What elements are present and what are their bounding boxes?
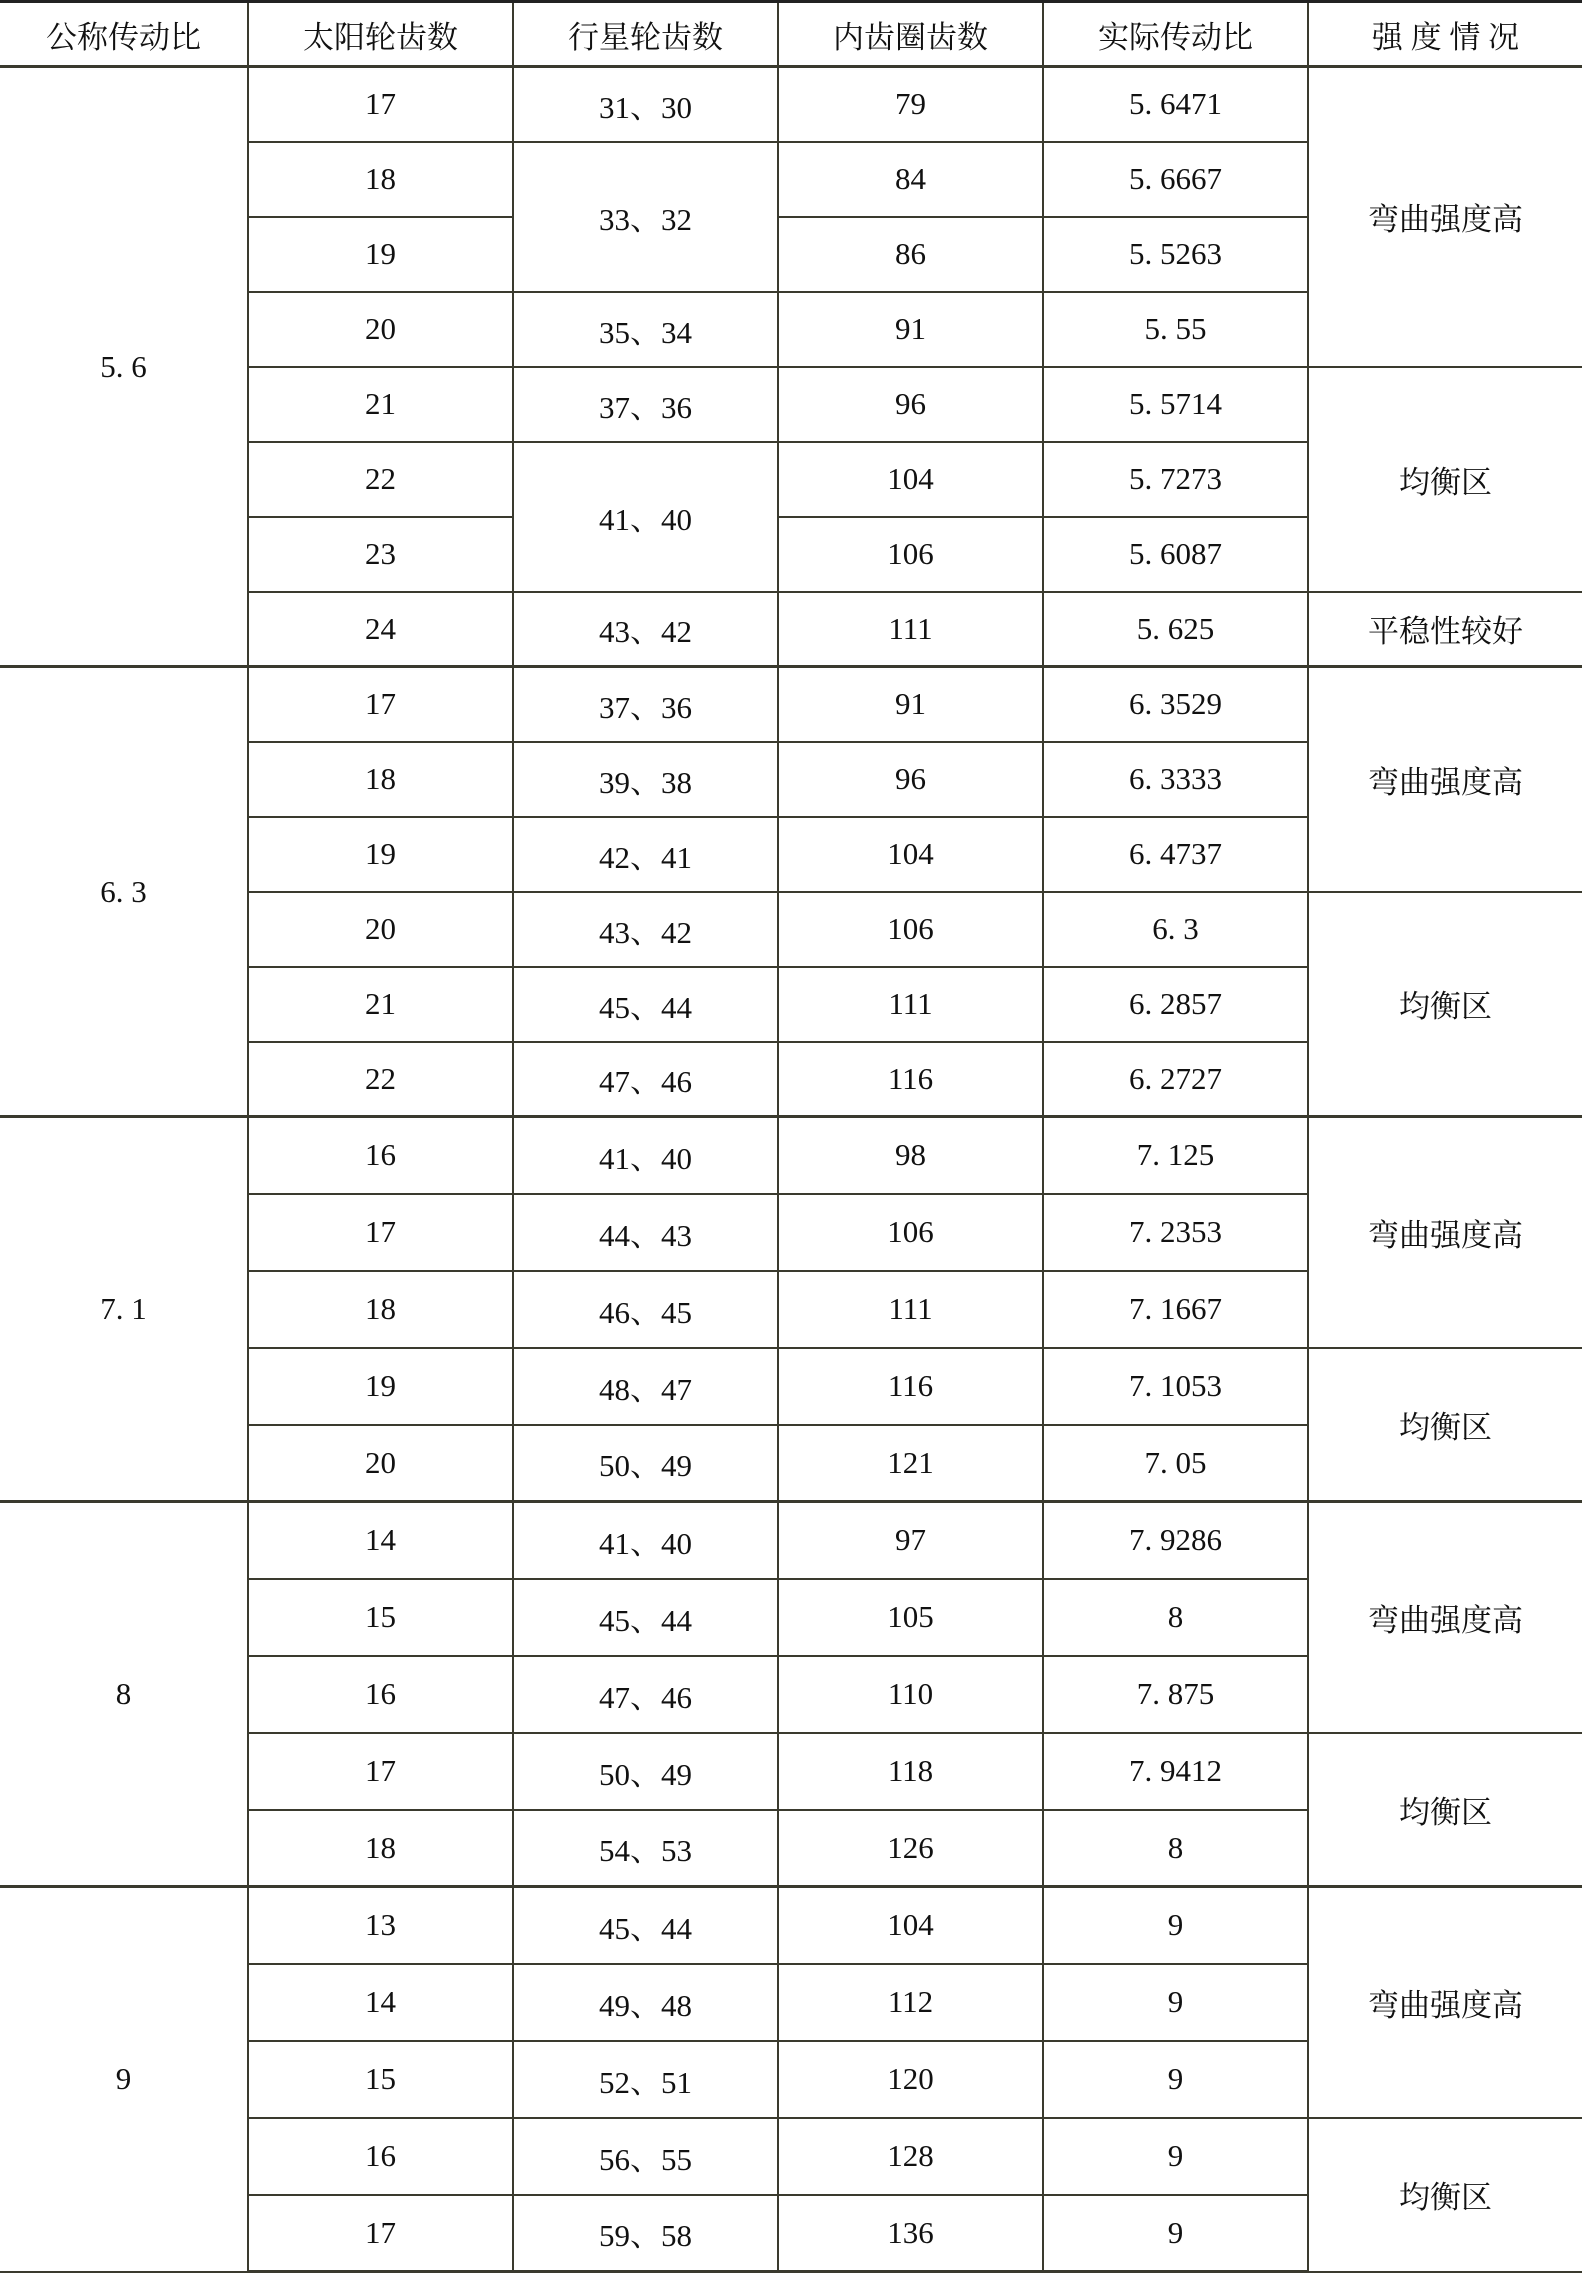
strength-cell: 均衡区 bbox=[1308, 892, 1582, 1117]
actual-ratio-cell: 6. 3 bbox=[1043, 892, 1308, 967]
strength-cell: 平稳性较好 bbox=[1308, 592, 1582, 667]
actual-ratio-cell: 9 bbox=[1043, 2041, 1308, 2118]
actual-ratio-cell: 7. 05 bbox=[1043, 1425, 1308, 1502]
planet-teeth-cell: 37、36 bbox=[513, 367, 778, 442]
actual-ratio-cell: 9 bbox=[1043, 1964, 1308, 2041]
ring-teeth-cell: 106 bbox=[778, 1194, 1043, 1271]
actual-ratio-cell: 9 bbox=[1043, 1887, 1308, 1964]
actual-ratio-cell: 7. 9286 bbox=[1043, 1502, 1308, 1579]
sun-teeth-cell: 22 bbox=[248, 442, 513, 517]
actual-ratio-cell: 6. 3529 bbox=[1043, 667, 1308, 742]
sun-teeth-cell: 17 bbox=[248, 1194, 513, 1271]
planet-teeth-cell: 45、44 bbox=[513, 1579, 778, 1656]
ring-teeth-cell: 104 bbox=[778, 442, 1043, 517]
ring-teeth-cell: 116 bbox=[778, 1348, 1043, 1425]
planet-teeth-cell: 33、32 bbox=[513, 142, 778, 292]
actual-ratio-cell: 7. 1053 bbox=[1043, 1348, 1308, 1425]
sun-teeth-cell: 16 bbox=[248, 1656, 513, 1733]
actual-ratio-cell: 5. 6667 bbox=[1043, 142, 1308, 217]
ring-teeth-cell: 116 bbox=[778, 1042, 1043, 1117]
ring-teeth-cell: 111 bbox=[778, 1271, 1043, 1348]
header-row bbox=[0, 2, 1582, 67]
planet-teeth-cell: 48、47 bbox=[513, 1348, 778, 1425]
actual-ratio-cell: 5. 5714 bbox=[1043, 367, 1308, 442]
strength-cell: 均衡区 bbox=[1308, 2118, 1582, 2272]
sun-teeth-cell: 15 bbox=[248, 2041, 513, 2118]
actual-ratio-cell: 7. 1667 bbox=[1043, 1271, 1308, 1348]
planet-teeth-cell: 43、42 bbox=[513, 892, 778, 967]
planet-teeth-cell: 39、38 bbox=[513, 742, 778, 817]
planet-teeth-cell: 41、40 bbox=[513, 1502, 778, 1579]
sun-teeth-cell: 19 bbox=[248, 817, 513, 892]
table-row bbox=[0, 67, 1582, 142]
strength-cell: 均衡区 bbox=[1308, 1733, 1582, 1887]
planet-teeth-cell: 31、30 bbox=[513, 67, 778, 142]
actual-ratio-cell: 9 bbox=[1043, 2195, 1308, 2272]
planet-teeth-cell: 43、42 bbox=[513, 592, 778, 667]
ring-teeth-cell: 121 bbox=[778, 1425, 1043, 1502]
sun-teeth-cell: 22 bbox=[248, 1042, 513, 1117]
table-row bbox=[0, 1117, 1582, 1194]
ring-teeth-cell: 106 bbox=[778, 892, 1043, 967]
planet-teeth-cell: 52、51 bbox=[513, 2041, 778, 2118]
table-row bbox=[0, 1887, 1582, 1964]
planet-teeth-cell: 42、41 bbox=[513, 817, 778, 892]
strength-cell: 弯曲强度高 bbox=[1308, 1502, 1582, 1733]
ring-teeth-cell: 79 bbox=[778, 67, 1043, 142]
ring-teeth-cell: 110 bbox=[778, 1656, 1043, 1733]
sun-teeth-cell: 17 bbox=[248, 667, 513, 742]
ring-teeth-cell: 98 bbox=[778, 1117, 1043, 1194]
actual-ratio-cell: 8 bbox=[1043, 1810, 1308, 1887]
ring-teeth-cell: 96 bbox=[778, 742, 1043, 817]
ring-teeth-cell: 104 bbox=[778, 817, 1043, 892]
sun-teeth-cell: 19 bbox=[248, 1348, 513, 1425]
ring-teeth-cell: 96 bbox=[778, 367, 1043, 442]
actual-ratio-cell: 6. 2727 bbox=[1043, 1042, 1308, 1117]
planet-teeth-cell: 56、55 bbox=[513, 2118, 778, 2195]
ring-teeth-cell: 97 bbox=[778, 1502, 1043, 1579]
actual-ratio-cell: 5. 5263 bbox=[1043, 217, 1308, 292]
sun-teeth-cell: 17 bbox=[248, 67, 513, 142]
actual-ratio-cell: 7. 125 bbox=[1043, 1117, 1308, 1194]
sun-teeth-cell: 17 bbox=[248, 1733, 513, 1810]
ring-teeth-cell: 112 bbox=[778, 1964, 1043, 2041]
actual-ratio-cell: 5. 7273 bbox=[1043, 442, 1308, 517]
sun-teeth-cell: 14 bbox=[248, 1964, 513, 2041]
actual-ratio-cell: 6. 3333 bbox=[1043, 742, 1308, 817]
planet-teeth-cell: 37、36 bbox=[513, 667, 778, 742]
sun-teeth-cell: 18 bbox=[248, 142, 513, 217]
actual-ratio-cell: 5. 6471 bbox=[1043, 67, 1308, 142]
nominal-ratio-cell: 8 bbox=[0, 1502, 248, 1887]
planet-teeth-cell: 54、53 bbox=[513, 1810, 778, 1887]
planet-teeth-cell: 50、49 bbox=[513, 1425, 778, 1502]
sun-teeth-cell: 21 bbox=[248, 367, 513, 442]
ring-teeth-cell: 120 bbox=[778, 2041, 1043, 2118]
sun-teeth-cell: 20 bbox=[248, 1425, 513, 1502]
strength-cell: 均衡区 bbox=[1308, 1348, 1582, 1502]
sun-teeth-cell: 15 bbox=[248, 1579, 513, 1656]
planet-teeth-cell: 47、46 bbox=[513, 1656, 778, 1733]
sun-teeth-cell: 21 bbox=[248, 967, 513, 1042]
ring-teeth-cell: 111 bbox=[778, 592, 1043, 667]
ring-teeth-cell: 126 bbox=[778, 1810, 1043, 1887]
nominal-ratio-cell: 6. 3 bbox=[0, 667, 248, 1117]
nominal-ratio-cell: 7. 1 bbox=[0, 1117, 248, 1502]
table-row bbox=[0, 667, 1582, 742]
ring-teeth-cell: 106 bbox=[778, 517, 1043, 592]
header-actual-ratio: 实际传动比 bbox=[1043, 2, 1308, 67]
actual-ratio-cell: 7. 875 bbox=[1043, 1656, 1308, 1733]
planet-teeth-cell: 59、58 bbox=[513, 2195, 778, 2272]
header-planet-gear-teeth: 行星轮齿数 bbox=[513, 2, 778, 67]
planet-teeth-cell: 44、43 bbox=[513, 1194, 778, 1271]
planet-teeth-cell: 49、48 bbox=[513, 1964, 778, 2041]
strength-cell: 弯曲强度高 bbox=[1308, 67, 1582, 367]
sun-teeth-cell: 16 bbox=[248, 2118, 513, 2195]
header-strength: 强 度 情 况 bbox=[1308, 2, 1582, 67]
header-ring-gear-teeth: 内齿圈齿数 bbox=[778, 2, 1043, 67]
ring-teeth-cell: 104 bbox=[778, 1887, 1043, 1964]
sun-teeth-cell: 14 bbox=[248, 1502, 513, 1579]
strength-cell: 均衡区 bbox=[1308, 367, 1582, 592]
actual-ratio-cell: 6. 4737 bbox=[1043, 817, 1308, 892]
header-sun-gear-teeth: 太阳轮齿数 bbox=[248, 2, 513, 67]
planet-teeth-cell: 35、34 bbox=[513, 292, 778, 367]
actual-ratio-cell: 7. 9412 bbox=[1043, 1733, 1308, 1810]
sun-teeth-cell: 18 bbox=[248, 742, 513, 817]
ring-teeth-cell: 91 bbox=[778, 292, 1043, 367]
table-row bbox=[0, 1502, 1582, 1579]
sun-teeth-cell: 17 bbox=[248, 2195, 513, 2272]
planet-teeth-cell: 41、40 bbox=[513, 442, 778, 592]
header-nominal-ratio: 公称传动比 bbox=[0, 2, 248, 67]
strength-cell: 弯曲强度高 bbox=[1308, 1887, 1582, 2118]
planet-teeth-cell: 50、49 bbox=[513, 1733, 778, 1810]
ring-teeth-cell: 136 bbox=[778, 2195, 1043, 2272]
actual-ratio-cell: 5. 55 bbox=[1043, 292, 1308, 367]
strength-cell: 弯曲强度高 bbox=[1308, 667, 1582, 892]
ring-teeth-cell: 128 bbox=[778, 2118, 1043, 2195]
planet-teeth-cell: 45、44 bbox=[513, 1887, 778, 1964]
sun-teeth-cell: 13 bbox=[248, 1887, 513, 1964]
actual-ratio-cell: 9 bbox=[1043, 2118, 1308, 2195]
ring-teeth-cell: 105 bbox=[778, 1579, 1043, 1656]
sun-teeth-cell: 19 bbox=[248, 217, 513, 292]
planet-teeth-cell: 46、45 bbox=[513, 1271, 778, 1348]
ring-teeth-cell: 84 bbox=[778, 142, 1043, 217]
sun-teeth-cell: 24 bbox=[248, 592, 513, 667]
ring-teeth-cell: 111 bbox=[778, 967, 1043, 1042]
planet-teeth-cell: 41、40 bbox=[513, 1117, 778, 1194]
sun-teeth-cell: 20 bbox=[248, 892, 513, 967]
actual-ratio-cell: 7. 2353 bbox=[1043, 1194, 1308, 1271]
planet-teeth-cell: 45、44 bbox=[513, 967, 778, 1042]
sun-teeth-cell: 23 bbox=[248, 517, 513, 592]
ring-teeth-cell: 86 bbox=[778, 217, 1043, 292]
strength-cell: 弯曲强度高 bbox=[1308, 1117, 1582, 1348]
ring-teeth-cell: 91 bbox=[778, 667, 1043, 742]
actual-ratio-cell: 6. 2857 bbox=[1043, 967, 1308, 1042]
sun-teeth-cell: 18 bbox=[248, 1810, 513, 1887]
actual-ratio-cell: 5. 625 bbox=[1043, 592, 1308, 667]
actual-ratio-cell: 8 bbox=[1043, 1579, 1308, 1656]
sun-teeth-cell: 18 bbox=[248, 1271, 513, 1348]
planet-teeth-cell: 47、46 bbox=[513, 1042, 778, 1117]
sun-teeth-cell: 20 bbox=[248, 292, 513, 367]
ring-teeth-cell: 118 bbox=[778, 1733, 1043, 1810]
nominal-ratio-cell: 9 bbox=[0, 1887, 248, 2272]
sun-teeth-cell: 16 bbox=[248, 1117, 513, 1194]
actual-ratio-cell: 5. 6087 bbox=[1043, 517, 1308, 592]
nominal-ratio-cell: 5. 6 bbox=[0, 67, 248, 667]
